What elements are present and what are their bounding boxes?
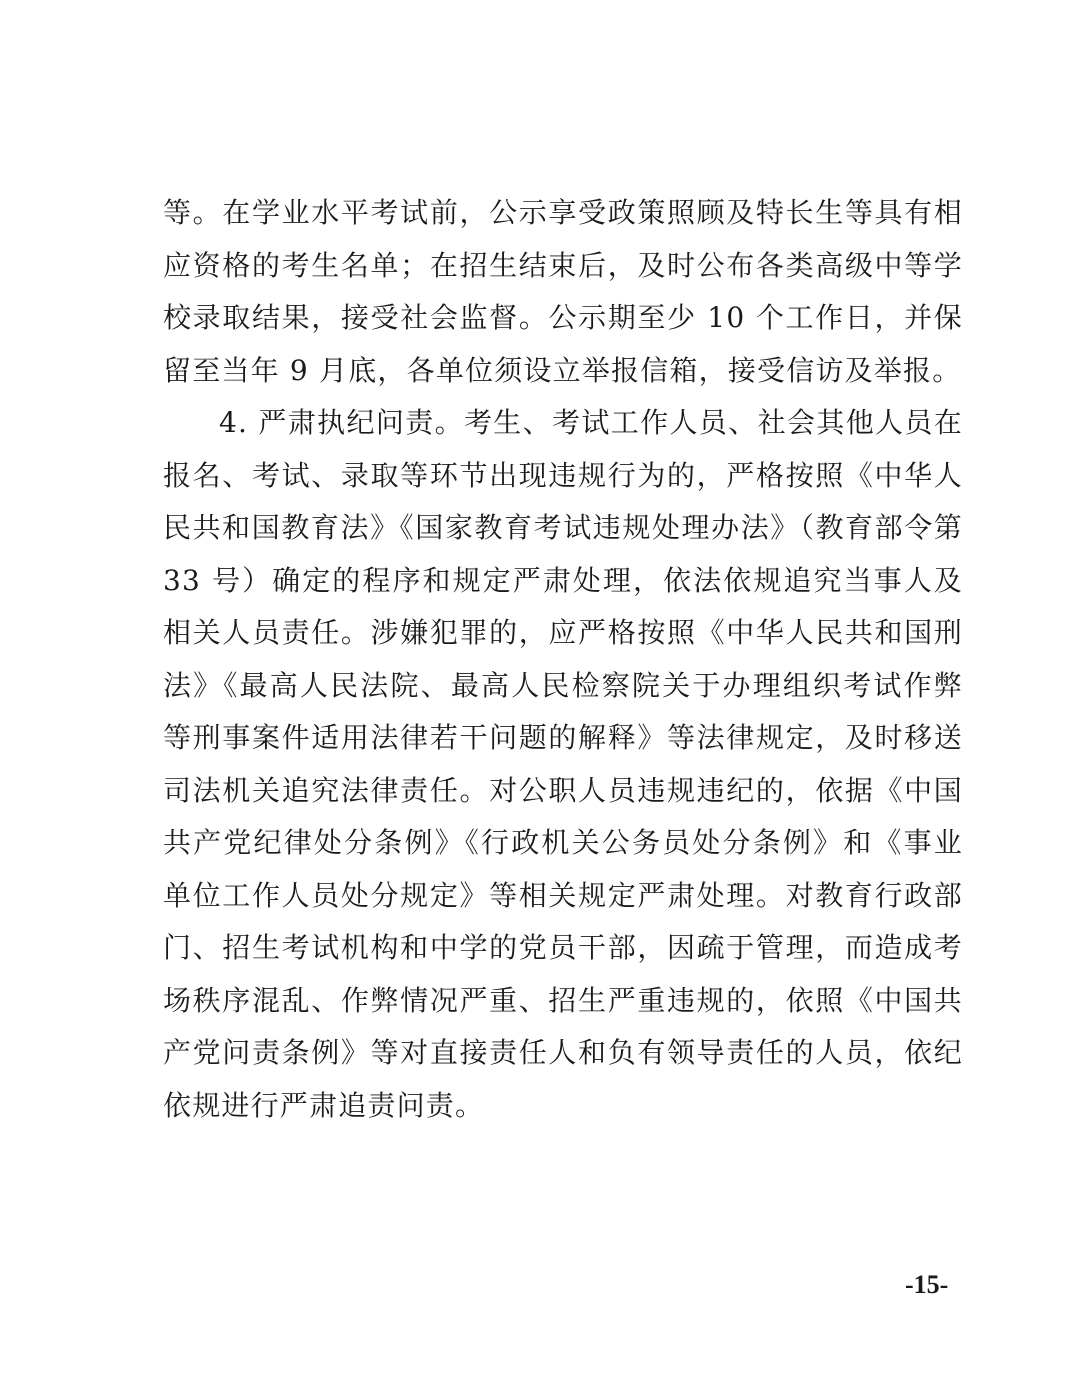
page-number: -15- bbox=[905, 1270, 949, 1299]
paragraph-continuation: 等。在学业水平考试前，公示享受政策照顾及特长生等具有相应资格的考生名单；在招生结束后，及时公布各类高级中等学校录取结果，接受社会监督。公示期至少 10 个工作日，并保留至当年 9 月底，各单位须设立举报信箱，接受信访及举报。 bbox=[163, 196, 963, 387]
paragraph-item-4-discipline-accountability: 4. 严肃执纪问责。考生、考试工作人员、社会其他人员在报名、考试、录取等环节出现违规行为的，严格按照《中华人民共和国教育法》《国家教育考试违规处理办法》（教育部令第 33 号）确定的程序和规定严肃处理，依法依规追究当事人及相关人员责任。涉嫌犯罪的，应严格按照《中华人民共和国刑法》《最高人民法院、最高人民检察院关于办理组织考试作弊等刑事案件适用法律若干问题的解释》等法律规定，及时移送司法机关追究法律责任。对公职人员违规违纪的，依据《中国共产党纪律处分条例》《行政机关公务员处分条例》和《事业单位工作人员处分规定》等相关规定严肃处理。对教育行政部门、招生考试机构和中学的党员干部，因疏于管理，而造成考场秩序混乱、作弊情况严重、招生严重违规的，依照《中国共产党问责条例》等对直接责任人和负有领导责任的人员，依纪依规进行严肃追责问责。 bbox=[163, 406, 963, 1122]
document-body bbox=[163, 187, 963, 1132]
